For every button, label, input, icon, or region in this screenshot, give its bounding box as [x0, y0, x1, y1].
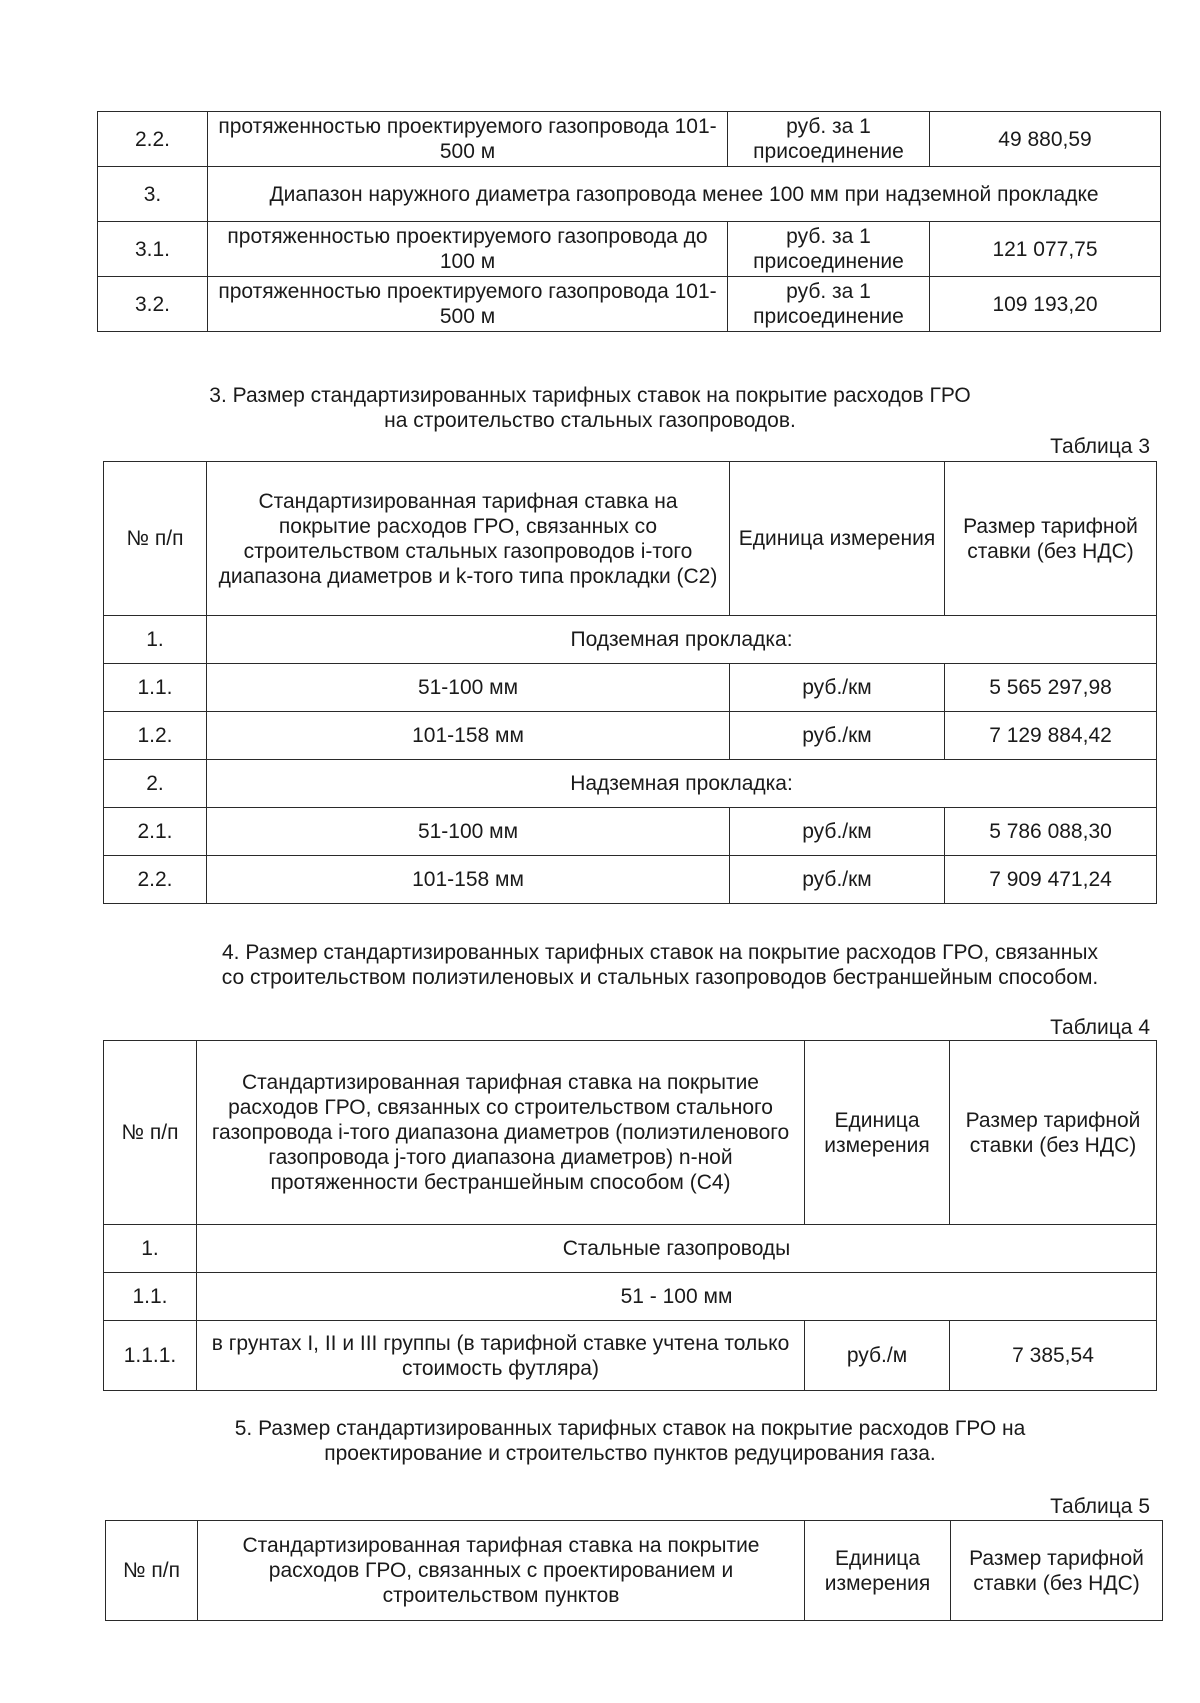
table-row — [104, 712, 1157, 760]
row-number: 3.2. — [98, 277, 208, 332]
table-row — [104, 1321, 1157, 1391]
row-unit: руб./м — [805, 1321, 950, 1391]
row-value: 49 880,59 — [930, 112, 1161, 167]
row-name: 101-158 мм — [207, 856, 730, 904]
row-number: 2.2. — [104, 856, 207, 904]
section-3-heading: 3. Размер стандартизированных тарифных ставок на покрытие расходов ГРО на строительство стальных газопроводов. — [209, 384, 971, 432]
row-number: 3. — [98, 167, 208, 222]
header-unit: Единица измерения — [730, 462, 945, 616]
row-number: 3.1. — [98, 222, 208, 277]
table-4 — [103, 1040, 1157, 1391]
table-row — [104, 1273, 1157, 1321]
row-number: 2.1. — [104, 808, 207, 856]
row-name: 51-100 мм — [207, 664, 730, 712]
row-value: 5 565 297,98 — [945, 664, 1157, 712]
table-row — [104, 856, 1157, 904]
row-name: протяженностью проектируемого газопровода 101-500 м — [208, 277, 728, 332]
header-name: Стандартизированная тарифная ставка на покрытие расходов ГРО, связанных с проектированием и строительством пунктов — [198, 1521, 805, 1621]
row-unit: руб./км — [730, 856, 945, 904]
row-number: 1.1. — [104, 1273, 197, 1321]
row-name: 51-100 мм — [207, 808, 730, 856]
row-number: 1.2. — [104, 712, 207, 760]
section-5-heading: 5. Размер стандартизированных тарифных ставок на покрытие расходов ГРО на проектирование и строительство пунктов редуцирования газа. — [234, 1417, 1026, 1465]
table-row — [104, 808, 1157, 856]
row-value: 7 385,54 — [950, 1321, 1157, 1391]
table-3 — [103, 461, 1157, 904]
row-name: в грунтах I, II и III группы (в тарифной ставке учтена только стоимость футляра) — [197, 1321, 805, 1391]
row-value: 109 193,20 — [930, 277, 1161, 332]
table-row — [104, 1225, 1157, 1273]
row-value: 121 077,75 — [930, 222, 1161, 277]
row-section-title: 51 - 100 мм — [197, 1273, 1157, 1321]
row-section-title: Подземная прокладка: — [207, 616, 1157, 664]
header-number: № п/п — [104, 462, 207, 616]
header-unit: Единица измерения — [805, 1041, 950, 1225]
section-4-heading: 4. Размер стандартизированных тарифных ставок на покрытие расходов ГРО, связанных со строительством полиэтиленовых и стальных газопроводов бестраншейным способом. — [221, 941, 1099, 989]
row-value: 7 909 471,24 — [945, 856, 1157, 904]
header-number: № п/п — [104, 1041, 197, 1225]
row-number: 2. — [104, 760, 207, 808]
table-header-row — [106, 1521, 1163, 1621]
row-section-title: Надземная прокладка: — [207, 760, 1157, 808]
table-row — [98, 112, 1161, 167]
row-unit: руб./км — [730, 712, 945, 760]
table-3-label: Таблица 3 — [1050, 435, 1150, 458]
row-number: 1. — [104, 616, 207, 664]
header-number: № п/п — [106, 1521, 198, 1621]
row-section-title: Диапазон наружного диаметра газопровода менее 100 мм при надземной прокладке — [208, 167, 1161, 222]
row-name: протяженностью проектируемого газопровода 101-500 м — [208, 112, 728, 167]
row-number: 1. — [104, 1225, 197, 1273]
row-number: 1.1.1. — [104, 1321, 197, 1391]
table-row — [98, 167, 1161, 222]
table-row — [98, 277, 1161, 332]
row-unit: руб. за 1 присоединение — [728, 277, 930, 332]
row-name: 101-158 мм — [207, 712, 730, 760]
table-5 — [105, 1520, 1163, 1621]
row-value: 5 786 088,30 — [945, 808, 1157, 856]
header-value: Размер тарифной ставки (без НДС) — [945, 462, 1157, 616]
table-4-label: Таблица 4 — [1050, 1016, 1150, 1039]
row-unit: руб./км — [730, 664, 945, 712]
header-name: Стандартизированная тарифная ставка на покрытие расходов ГРО, связанных со строительством стального газопровода i-того диапазона диаметров (полиэтиленового газопровода j-того диапазона диаметров) n-ной протяженности бестраншейным способом (С4) — [197, 1041, 805, 1225]
row-unit: руб. за 1 присоединение — [728, 112, 930, 167]
row-number: 2.2. — [98, 112, 208, 167]
row-section-title: Стальные газопроводы — [197, 1225, 1157, 1273]
table-header-row — [104, 462, 1157, 616]
row-number: 1.1. — [104, 664, 207, 712]
row-name: протяженностью проектируемого газопровода до 100 м — [208, 222, 728, 277]
row-unit: руб. за 1 присоединение — [728, 222, 930, 277]
header-unit: Единица измерения — [805, 1521, 951, 1621]
header-value: Размер тарифной ставки (без НДС) — [951, 1521, 1163, 1621]
table-2-continuation — [97, 111, 1161, 332]
header-value: Размер тарифной ставки (без НДС) — [950, 1041, 1157, 1225]
row-value: 7 129 884,42 — [945, 712, 1157, 760]
row-unit: руб./км — [730, 808, 945, 856]
table-row — [98, 222, 1161, 277]
table-row — [104, 760, 1157, 808]
table-row — [104, 664, 1157, 712]
table-header-row — [104, 1041, 1157, 1225]
table-row — [104, 616, 1157, 664]
table-5-label: Таблица 5 — [1050, 1495, 1150, 1518]
header-name: Стандартизированная тарифная ставка на покрытие расходов ГРО, связанных со строительством стальных газопроводов i-того диапазона диаметров и k-того типа прокладки (С2) — [207, 462, 730, 616]
